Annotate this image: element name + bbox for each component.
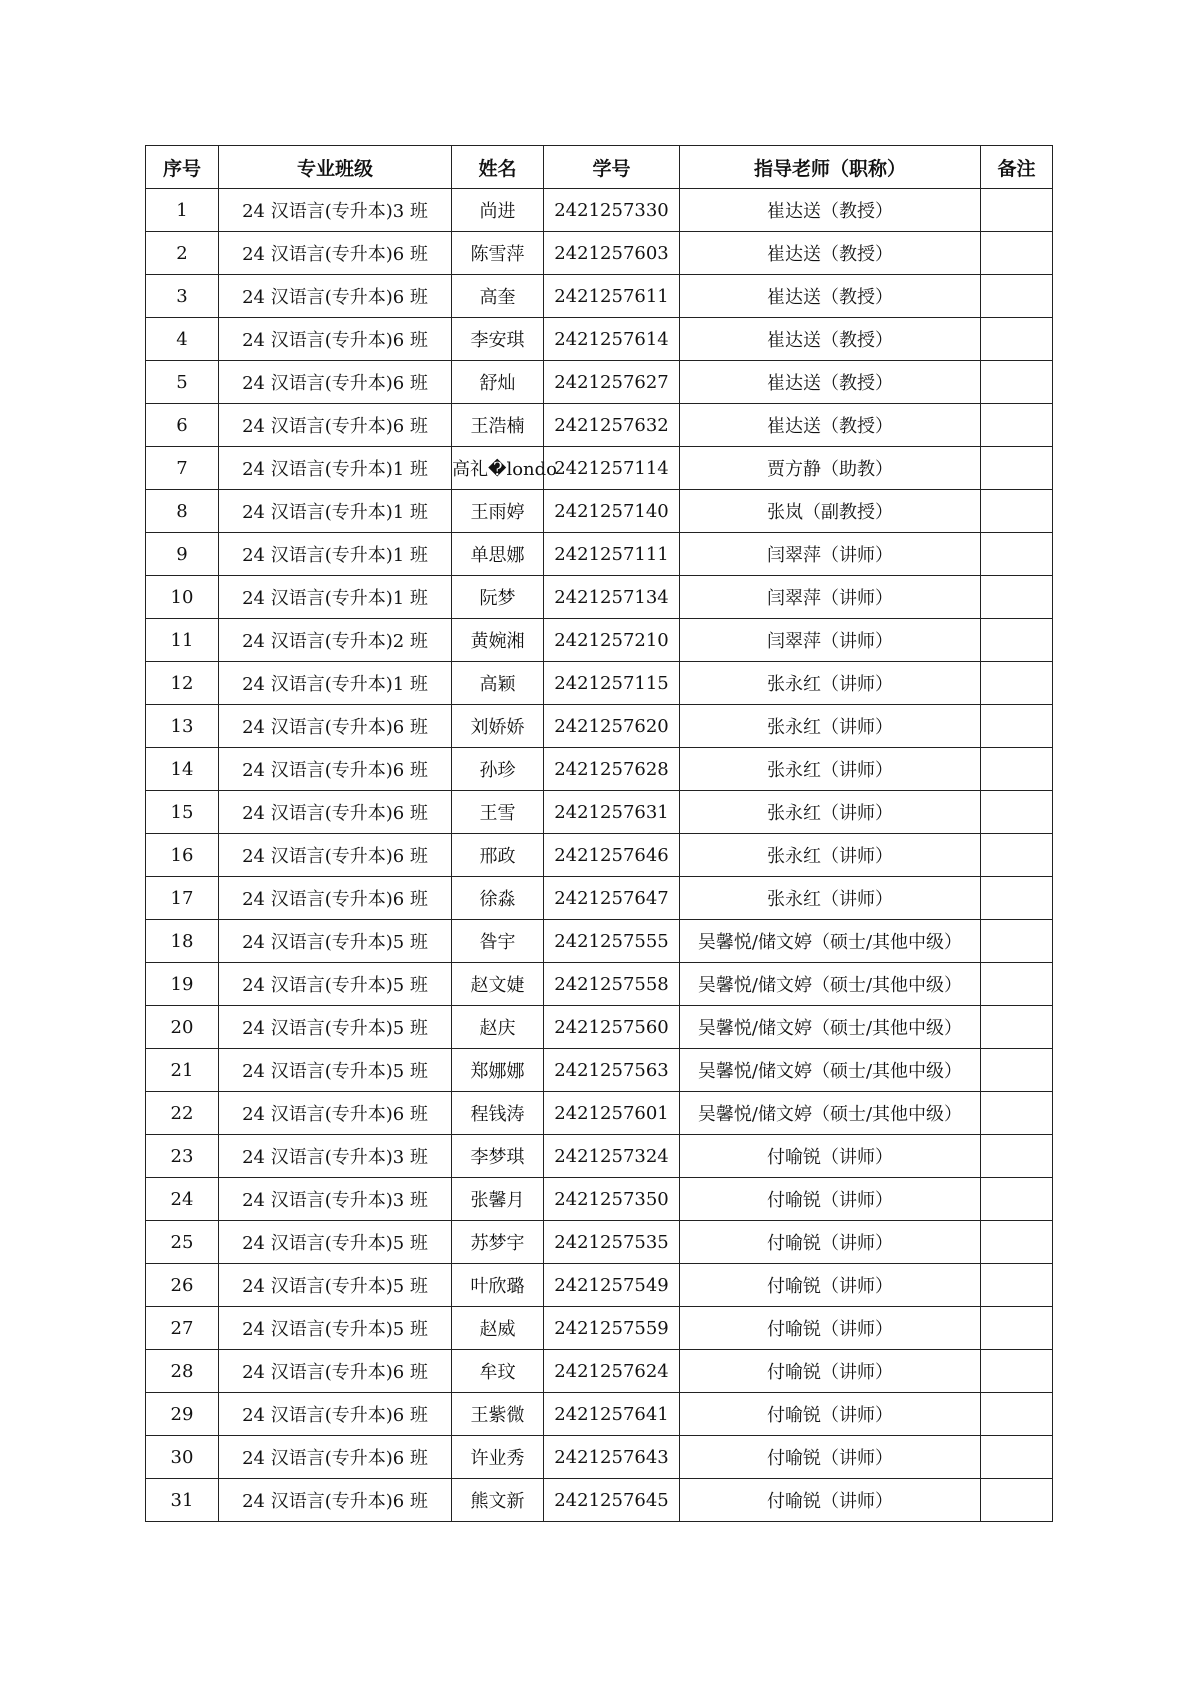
cell-name: 尚进 (452, 189, 544, 232)
cell-name: 熊文新 (452, 1479, 544, 1522)
table-row (146, 189, 1053, 232)
cell-class: 24 汉语言(专升本)6 班 (219, 232, 452, 275)
cell-remarks (981, 963, 1053, 1006)
cell-name: 单思娜 (452, 533, 544, 576)
cell-remarks (981, 1436, 1053, 1479)
cell-name: 许业秀 (452, 1436, 544, 1479)
cell-remarks (981, 705, 1053, 748)
cell-student-id: 2421257350 (544, 1178, 680, 1221)
cell-index: 17 (146, 877, 219, 920)
cell-name: 高奎 (452, 275, 544, 318)
table-row (146, 963, 1053, 1006)
cell-remarks (981, 576, 1053, 619)
cell-index: 25 (146, 1221, 219, 1264)
cell-class: 24 汉语言(专升本)6 班 (219, 1436, 452, 1479)
cell-student-id: 2421257614 (544, 318, 680, 361)
table-row (146, 447, 1053, 490)
cell-name: 阮梦 (452, 576, 544, 619)
cell-name: 李梦琪 (452, 1135, 544, 1178)
table-row (146, 662, 1053, 705)
cell-student-id: 2421257559 (544, 1307, 680, 1350)
cell-remarks (981, 834, 1053, 877)
cell-index: 9 (146, 533, 219, 576)
cell-advisor: 付喻锐（讲师） (680, 1307, 981, 1350)
cell-class: 24 汉语言(专升本)1 班 (219, 576, 452, 619)
cell-advisor: 闫翠萍（讲师） (680, 619, 981, 662)
table-row (146, 1307, 1053, 1350)
table-row (146, 1264, 1053, 1307)
cell-index: 23 (146, 1135, 219, 1178)
cell-remarks (981, 920, 1053, 963)
cell-remarks (981, 1006, 1053, 1049)
table-row (146, 1479, 1053, 1522)
cell-name: 高颖 (452, 662, 544, 705)
table-row (146, 1135, 1053, 1178)
cell-remarks (981, 1393, 1053, 1436)
cell-name: 徐淼 (452, 877, 544, 920)
table-row (146, 1178, 1053, 1221)
cell-student-id: 2421257555 (544, 920, 680, 963)
cell-remarks (981, 275, 1053, 318)
cell-name: 牟玟 (452, 1350, 544, 1393)
cell-advisor: 崔达送（教授） (680, 189, 981, 232)
cell-student-id: 2421257643 (544, 1436, 680, 1479)
cell-index: 12 (146, 662, 219, 705)
cell-name: 黄婉湘 (452, 619, 544, 662)
cell-name: 张馨月 (452, 1178, 544, 1221)
cell-class: 24 汉语言(专升本)2 班 (219, 619, 452, 662)
table-row (146, 834, 1053, 877)
cell-remarks (981, 662, 1053, 705)
cell-index: 11 (146, 619, 219, 662)
table-row (146, 705, 1053, 748)
cell-class: 24 汉语言(专升本)3 班 (219, 1135, 452, 1178)
table-row (146, 361, 1053, 404)
cell-index: 31 (146, 1479, 219, 1522)
cell-class: 24 汉语言(专升本)6 班 (219, 361, 452, 404)
cell-remarks (981, 1221, 1053, 1264)
cell-name: 昝宇 (452, 920, 544, 963)
cell-index: 6 (146, 404, 219, 447)
cell-remarks (981, 361, 1053, 404)
table-row (146, 1049, 1053, 1092)
table-row (146, 404, 1053, 447)
cell-index: 19 (146, 963, 219, 1006)
cell-name: 刘娇娇 (452, 705, 544, 748)
cell-class: 24 汉语言(专升本)5 班 (219, 1307, 452, 1350)
cell-index: 13 (146, 705, 219, 748)
cell-remarks (981, 1479, 1053, 1522)
cell-class: 24 汉语言(专升本)6 班 (219, 705, 452, 748)
cell-remarks (981, 404, 1053, 447)
cell-index: 20 (146, 1006, 219, 1049)
header-advisor: 指导老师（职称） (680, 146, 981, 189)
cell-remarks (981, 533, 1053, 576)
cell-remarks (981, 1049, 1053, 1092)
cell-class: 24 汉语言(专升本)6 班 (219, 404, 452, 447)
cell-index: 29 (146, 1393, 219, 1436)
cell-student-id: 2421257611 (544, 275, 680, 318)
cell-class: 24 汉语言(专升本)5 班 (219, 920, 452, 963)
cell-name: 王雪 (452, 791, 544, 834)
cell-student-id: 2421257324 (544, 1135, 680, 1178)
cell-class: 24 汉语言(专升本)6 班 (219, 1479, 452, 1522)
cell-class: 24 汉语言(专升本)6 班 (219, 791, 452, 834)
cell-student-id: 2421257563 (544, 1049, 680, 1092)
table-row (146, 1393, 1053, 1436)
cell-advisor: 付喻锐（讲师） (680, 1479, 981, 1522)
cell-remarks (981, 877, 1053, 920)
cell-class: 24 汉语言(专升本)6 班 (219, 318, 452, 361)
cell-advisor: 吴馨悦/储文婷（硕士/其他中级） (680, 1006, 981, 1049)
cell-advisor: 付喻锐（讲师） (680, 1350, 981, 1393)
header-student-id: 学号 (544, 146, 680, 189)
cell-advisor: 张永红（讲师） (680, 705, 981, 748)
cell-remarks (981, 748, 1053, 791)
cell-index: 4 (146, 318, 219, 361)
cell-advisor: 吴馨悦/储文婷（硕士/其他中级） (680, 920, 981, 963)
cell-index: 28 (146, 1350, 219, 1393)
cell-remarks (981, 1350, 1053, 1393)
table-row (146, 1436, 1053, 1479)
cell-name: 苏梦宇 (452, 1221, 544, 1264)
cell-student-id: 2421257603 (544, 232, 680, 275)
cell-class: 24 汉语言(专升本)1 班 (219, 662, 452, 705)
cell-advisor: 崔达送（教授） (680, 232, 981, 275)
cell-advisor: 付喻锐（讲师） (680, 1135, 981, 1178)
cell-class: 24 汉语言(专升本)6 班 (219, 877, 452, 920)
cell-index: 14 (146, 748, 219, 791)
header-class: 专业班级 (219, 146, 452, 189)
cell-advisor: 闫翠萍（讲师） (680, 576, 981, 619)
cell-index: 24 (146, 1178, 219, 1221)
cell-index: 22 (146, 1092, 219, 1135)
cell-class: 24 汉语言(专升本)5 班 (219, 1006, 452, 1049)
cell-class: 24 汉语言(专升本)5 班 (219, 1221, 452, 1264)
cell-index: 10 (146, 576, 219, 619)
cell-index: 7 (146, 447, 219, 490)
cell-index: 1 (146, 189, 219, 232)
table-row (146, 1221, 1053, 1264)
cell-name: 赵庆 (452, 1006, 544, 1049)
cell-student-id: 2421257115 (544, 662, 680, 705)
header-name: 姓名 (452, 146, 544, 189)
cell-advisor: 崔达送（教授） (680, 318, 981, 361)
table-row (146, 619, 1053, 662)
cell-student-id: 2421257645 (544, 1479, 680, 1522)
cell-remarks (981, 1264, 1053, 1307)
table-row (146, 1006, 1053, 1049)
cell-remarks (981, 1135, 1053, 1178)
cell-name: 程钱涛 (452, 1092, 544, 1135)
cell-student-id: 2421257627 (544, 361, 680, 404)
cell-class: 24 汉语言(专升本)5 班 (219, 1049, 452, 1092)
cell-name: 郑娜娜 (452, 1049, 544, 1092)
cell-advisor: 吴馨悦/储文婷（硕士/其他中级） (680, 1092, 981, 1135)
cell-class: 24 汉语言(专升本)1 班 (219, 447, 452, 490)
cell-class: 24 汉语言(专升本)6 班 (219, 1350, 452, 1393)
cell-class: 24 汉语言(专升本)1 班 (219, 533, 452, 576)
cell-remarks (981, 1178, 1053, 1221)
cell-class: 24 汉语言(专升本)6 班 (219, 1393, 452, 1436)
cell-remarks (981, 1092, 1053, 1135)
cell-advisor: 吴馨悦/储文婷（硕士/其他中级） (680, 963, 981, 1006)
cell-class: 24 汉语言(专升本)6 班 (219, 748, 452, 791)
table-row (146, 1092, 1053, 1135)
cell-class: 24 汉语言(专升本)5 班 (219, 1264, 452, 1307)
cell-student-id: 2421257601 (544, 1092, 680, 1135)
cell-remarks (981, 232, 1053, 275)
cell-name: 王雨婷 (452, 490, 544, 533)
cell-class: 24 汉语言(专升本)6 班 (219, 834, 452, 877)
cell-class: 24 汉语言(专升本)5 班 (219, 963, 452, 1006)
table-row (146, 275, 1053, 318)
cell-student-id: 2421257647 (544, 877, 680, 920)
cell-student-id: 2421257549 (544, 1264, 680, 1307)
cell-student-id: 2421257330 (544, 189, 680, 232)
cell-advisor: 张永红（讲师） (680, 877, 981, 920)
table-row (146, 877, 1053, 920)
cell-class: 24 汉语言(专升本)3 班 (219, 1178, 452, 1221)
cell-index: 30 (146, 1436, 219, 1479)
table-body (146, 189, 1053, 1522)
cell-name: 赵威 (452, 1307, 544, 1350)
cell-student-id: 2421257210 (544, 619, 680, 662)
cell-advisor: 张永红（讲师） (680, 662, 981, 705)
cell-student-id: 2421257111 (544, 533, 680, 576)
header-remarks: 备注 (981, 146, 1053, 189)
cell-student-id: 2421257620 (544, 705, 680, 748)
cell-advisor: 付喻锐（讲师） (680, 1264, 981, 1307)
cell-class: 24 汉语言(专升本)6 班 (219, 1092, 452, 1135)
cell-advisor: 闫翠萍（讲师） (680, 533, 981, 576)
cell-index: 5 (146, 361, 219, 404)
cell-student-id: 2421257632 (544, 404, 680, 447)
cell-name: 陈雪萍 (452, 232, 544, 275)
cell-index: 15 (146, 791, 219, 834)
cell-student-id: 2421257560 (544, 1006, 680, 1049)
cell-remarks (981, 1307, 1053, 1350)
cell-student-id: 2421257641 (544, 1393, 680, 1436)
cell-advisor: 崔达送（教授） (680, 404, 981, 447)
cell-student-id: 2421257628 (544, 748, 680, 791)
table-row (146, 490, 1053, 533)
cell-name: 孙珍 (452, 748, 544, 791)
table-row (146, 1350, 1053, 1393)
cell-index: 26 (146, 1264, 219, 1307)
cell-advisor: 付喻锐（讲师） (680, 1178, 981, 1221)
table-row (146, 920, 1053, 963)
cell-advisor: 吴馨悦/储文婷（硕士/其他中级） (680, 1049, 981, 1092)
cell-student-id: 2421257558 (544, 963, 680, 1006)
cell-remarks (981, 447, 1053, 490)
cell-advisor: 张岚（副教授） (680, 490, 981, 533)
cell-name: 王浩楠 (452, 404, 544, 447)
cell-class: 24 汉语言(专升本)1 班 (219, 490, 452, 533)
cell-advisor: 张永红（讲师） (680, 791, 981, 834)
cell-remarks (981, 619, 1053, 662)
cell-student-id: 2421257535 (544, 1221, 680, 1264)
cell-student-id: 2421257134 (544, 576, 680, 619)
cell-index: 2 (146, 232, 219, 275)
cell-class: 24 汉语言(专升本)3 班 (219, 189, 452, 232)
cell-remarks (981, 318, 1053, 361)
cell-index: 16 (146, 834, 219, 877)
cell-name: 王紫微 (452, 1393, 544, 1436)
cell-name: 李安琪 (452, 318, 544, 361)
table-row (146, 576, 1053, 619)
table-row (146, 318, 1053, 361)
table-row (146, 748, 1053, 791)
cell-remarks (981, 791, 1053, 834)
cell-advisor: 张永红（讲师） (680, 834, 981, 877)
table-row (146, 791, 1053, 834)
cell-remarks (981, 490, 1053, 533)
cell-student-id: 2421257624 (544, 1350, 680, 1393)
cell-student-id: 2421257114 (544, 447, 680, 490)
student-advisor-table (145, 145, 1053, 1522)
cell-advisor: 崔达送（教授） (680, 361, 981, 404)
cell-name: 邢政 (452, 834, 544, 877)
cell-student-id: 2421257140 (544, 490, 680, 533)
cell-index: 3 (146, 275, 219, 318)
cell-remarks (981, 189, 1053, 232)
cell-student-id: 2421257631 (544, 791, 680, 834)
cell-advisor: 崔达送（教授） (680, 275, 981, 318)
cell-name: 叶欣璐 (452, 1264, 544, 1307)
cell-index: 18 (146, 920, 219, 963)
cell-name: 赵文婕 (452, 963, 544, 1006)
cell-name: 高礼�londo (452, 447, 544, 490)
cell-advisor: 贾方静（助教） (680, 447, 981, 490)
table-row (146, 232, 1053, 275)
cell-index: 21 (146, 1049, 219, 1092)
cell-advisor: 付喻锐（讲师） (680, 1393, 981, 1436)
cell-class: 24 汉语言(专升本)6 班 (219, 275, 452, 318)
cell-index: 8 (146, 490, 219, 533)
cell-student-id: 2421257646 (544, 834, 680, 877)
cell-advisor: 付喻锐（讲师） (680, 1221, 981, 1264)
header-index: 序号 (146, 146, 219, 189)
cell-advisor: 张永红（讲师） (680, 748, 981, 791)
table-header-row (146, 146, 1053, 189)
table-row (146, 533, 1053, 576)
cell-index: 27 (146, 1307, 219, 1350)
cell-name: 舒灿 (452, 361, 544, 404)
cell-advisor: 付喻锐（讲师） (680, 1436, 981, 1479)
